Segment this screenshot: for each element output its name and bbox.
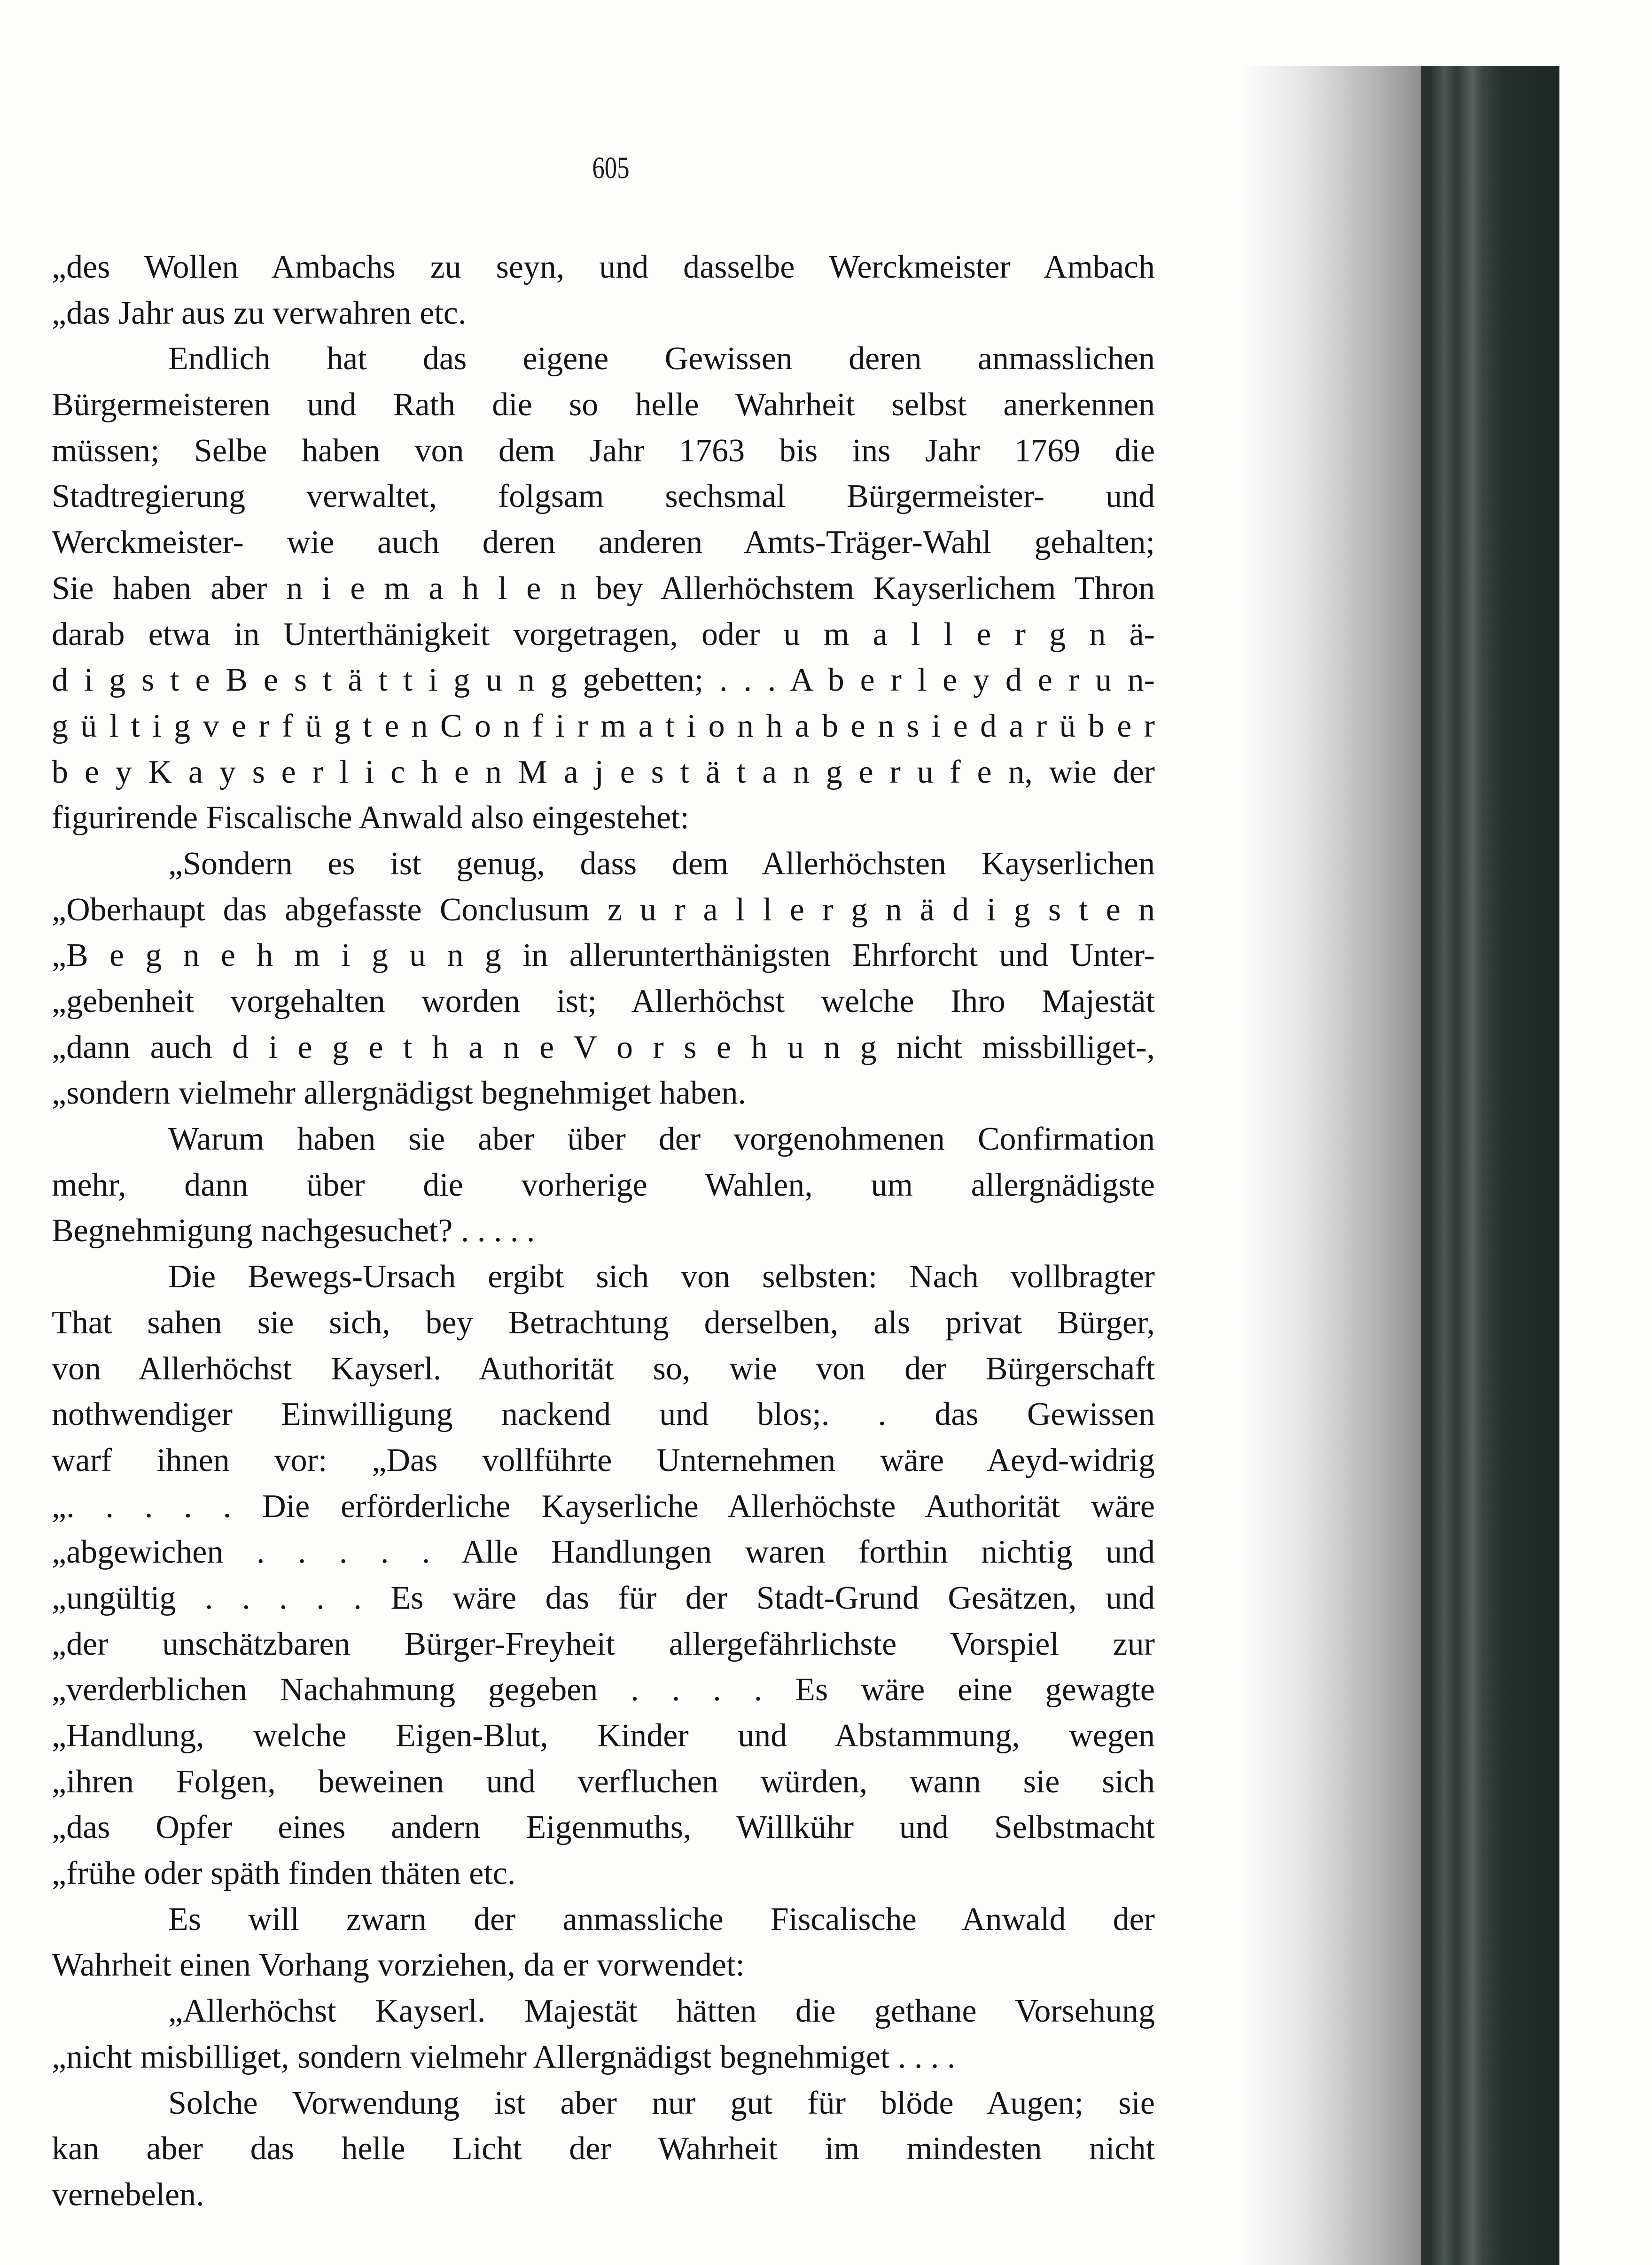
- text-line: Sie haben aber n i e m a h l e n bey Allerhöchstem Kayserlichem Thron: [52, 570, 1155, 607]
- text-line: „. . . . . Die erförderliche Kayserliche Allerhöchste Authorität wäre: [52, 1488, 1155, 1525]
- scan-gutter-shadow: [1240, 66, 1424, 2265]
- text-line: d i g s t e B e s t ä t t i g u n g gebetten; . . . A b e r l e y d e r u n-: [52, 662, 1155, 699]
- text-line: „dann auch d i e g e t h a n e V o r s e h u n g nicht missbilliget-,: [52, 1029, 1155, 1066]
- paragraph: [52, 1897, 1155, 1988]
- paragraph: [52, 1988, 1155, 2080]
- text-line: von Allerhöchst Kayserl. Authorität so, wie von der Bürgerschaft: [52, 1350, 1155, 1387]
- paragraph: [52, 336, 1155, 841]
- text-line: „der unschätzbaren Bürger-Freyheit allergefährlichste Vorspiel zur: [52, 1626, 1155, 1662]
- text-line: warf ihnen vor: „Das vollführte Unternehmen wäre Aeyd-widrig: [52, 1442, 1155, 1479]
- book-spine: [1432, 66, 1559, 2265]
- paragraph: [52, 2080, 1155, 2218]
- text-line: „Sondern es ist genug, dass dem Allerhöchsten Kayserlichen: [168, 845, 1155, 882]
- body-text: [52, 244, 1155, 2218]
- page-number: 605: [592, 151, 630, 185]
- text-line: Werckmeister- wie auch deren anderen Amts-Träger-Wahl gehalten;: [52, 524, 1155, 561]
- paragraph: [52, 244, 1155, 336]
- text-line: „B e g n e h m i g u n g in allerunterthänigsten Ehrforcht und Unter-: [52, 937, 1155, 974]
- text-line: nothwendiger Einwilligung nackend und blos;. . das Gewissen: [52, 1396, 1155, 1433]
- text-line: Die Bewegs-Ursach ergibt sich von selbsten: Nach vollbragter: [168, 1259, 1155, 1295]
- text-line: Begnehmigung nachgesuchet? . . . . .: [52, 1213, 535, 1249]
- text-line: „gebenheit vorgehalten worden ist; Allerhöchst welche Ihro Majestät: [52, 983, 1155, 1020]
- text-line: „abgewichen . . . . . Alle Handlungen waren forthin nichtig und: [52, 1534, 1155, 1571]
- text-line: mehr, dann über die vorherige Wahlen, um allergnädigste: [52, 1167, 1155, 1203]
- text-line: Bürgermeisteren und Rath die so helle Wahrheit selbst anerkennen: [52, 387, 1155, 423]
- text-line: „das Jahr aus zu verwahren etc.: [52, 295, 467, 331]
- paragraph: [52, 841, 1155, 1116]
- text-line: „Allerhöchst Kayserl. Majestät hätten die gethane Vorsehung: [168, 1993, 1155, 2030]
- text-line: g ü l t i g v e r f ü g t e n C o n f i r m a t i o n h a b e n s i e d a r ü b e r: [52, 708, 1155, 744]
- text-line: figurirende Fiscalische Anwald also eingestehet:: [52, 800, 689, 836]
- text-line: müssen; Selbe haben von dem Jahr 1763 bis ins Jahr 1769 die: [52, 432, 1155, 469]
- book-spine-edge: [1421, 66, 1432, 2265]
- text-line: „nicht misbilliget, sondern vielmehr Allergnädigst begnehmiget . . . .: [52, 2039, 956, 2075]
- text-line: „Handlung, welche Eigen-Blut, Kinder und Abstammung, wegen: [52, 1718, 1155, 1754]
- text-line: darab etwa in Unterthänigkeit vorgetragen, oder u m a l l e r g n ä-: [52, 616, 1155, 653]
- text-line: vernebelen.: [52, 2176, 204, 2213]
- text-line: „ihren Folgen, beweinen und verfluchen würden, wann sie sich: [52, 1763, 1155, 1800]
- text-line: „des Wollen Ambachs zu seyn, und dasselbe Werckmeister Ambach: [52, 249, 1155, 285]
- text-line: „frühe oder späth finden thäten etc.: [52, 1855, 516, 1892]
- text-line: Solche Vorwendung ist aber nur gut für blöde Augen; sie: [168, 2085, 1155, 2121]
- text-line: „verderblichen Nachahmung gegeben . . . . Es wäre eine gewagte: [52, 1672, 1155, 1708]
- text-line: That sahen sie sich, bey Betrachtung derselben, als privat Bürger,: [52, 1304, 1155, 1341]
- text-line: „das Opfer eines andern Eigenmuths, Willkühr und Selbstmacht: [52, 1809, 1155, 1846]
- paragraph: [52, 1116, 1155, 1254]
- text-line: b e y K a y s e r l i c h e n M a j e s t ä t a n g e r u f e n, wie der: [52, 754, 1155, 790]
- text-line: Es will zwarn der anmassliche Fiscalische Anwald der: [168, 1901, 1155, 1938]
- text-line: Wahrheit einen Vorhang vorziehen, da er vorwendet:: [52, 1947, 745, 1984]
- text-line: Endlich hat das eigene Gewissen deren anmasslichen: [168, 341, 1155, 377]
- paragraph: [52, 1254, 1155, 1897]
- text-line: kan aber das helle Licht der Wahrheit im mindesten nicht: [52, 2131, 1155, 2167]
- text-line: „Oberhaupt das abgefasste Conclusum z u r a l l e r g n ä d i g s t e n: [52, 891, 1155, 928]
- text-line: „sondern vielmehr allergnädigst begnehmiget haben.: [52, 1075, 746, 1112]
- text-line: Stadtregierung verwaltet, folgsam sechsmal Bürgermeister- und: [52, 478, 1155, 515]
- text-line: „ungültig . . . . . Es wäre das für der Stadt-Grund Gesätzen, und: [52, 1580, 1155, 1616]
- text-line: Warum haben sie aber über der vorgenohmenen Confirmation: [168, 1121, 1155, 1158]
